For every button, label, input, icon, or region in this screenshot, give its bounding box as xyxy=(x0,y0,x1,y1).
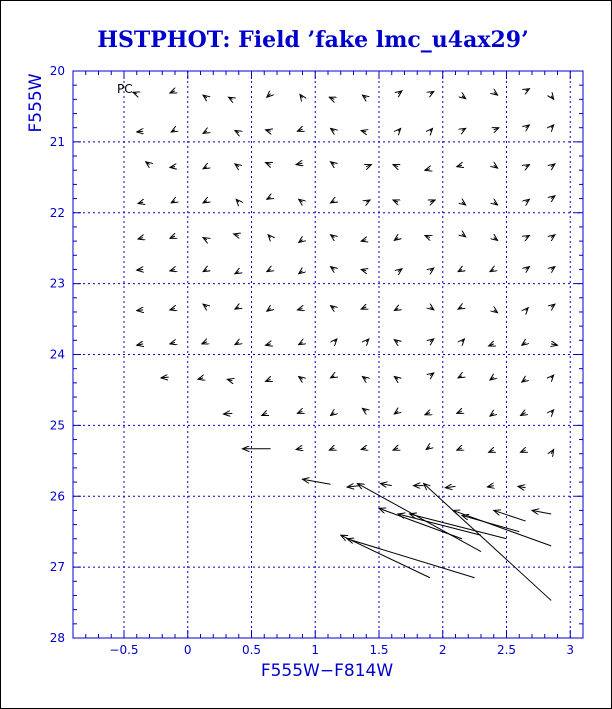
vector-arrow xyxy=(229,97,233,99)
y-axis-label: F555W xyxy=(26,73,46,133)
vector-arrow xyxy=(331,201,335,203)
vector-arrow xyxy=(462,128,466,130)
vector-arrow xyxy=(425,413,430,415)
vector-arrow xyxy=(137,310,143,311)
vector-arrow xyxy=(458,376,462,378)
vector-arrow xyxy=(457,411,462,413)
vector-arrow xyxy=(203,95,207,98)
vector-arrow xyxy=(551,96,554,100)
vector-arrow xyxy=(398,128,401,131)
vector-arrow xyxy=(394,238,398,241)
vector-arrow xyxy=(398,91,402,94)
vector-arrow xyxy=(453,510,551,545)
vector-arrow xyxy=(138,238,143,239)
vector-arrow xyxy=(526,165,530,167)
vector-arrow xyxy=(394,308,398,310)
vector-arrow xyxy=(430,200,435,202)
vector-field xyxy=(133,89,558,601)
vector-arrow xyxy=(331,413,335,416)
vector-arrow xyxy=(410,514,507,539)
vector-arrow xyxy=(347,486,360,487)
vector-arrow xyxy=(203,304,207,307)
vector-arrow xyxy=(235,164,239,167)
vector-arrow xyxy=(203,167,207,169)
x-tick-label: 0.5 xyxy=(241,643,262,657)
y-tick-label: 26 xyxy=(49,489,65,504)
vector-arrow xyxy=(300,94,303,98)
vector-arrow xyxy=(551,235,555,238)
vector-arrow xyxy=(425,235,430,237)
vector-arrow xyxy=(394,376,398,379)
vector-arrow xyxy=(490,377,494,380)
vector-arrow xyxy=(521,450,526,452)
vector-arrow xyxy=(393,448,398,450)
vector-arrow xyxy=(137,131,143,132)
vector-arrow xyxy=(518,486,526,487)
vector-arrow xyxy=(462,234,466,237)
vector-arrow xyxy=(236,199,239,202)
vector-arrow xyxy=(551,164,555,167)
vector-arrow xyxy=(362,376,366,379)
vector-arrow xyxy=(170,236,175,238)
vector-arrow xyxy=(266,130,271,131)
x-tick-label: 2.5 xyxy=(496,643,517,657)
vector-arrow xyxy=(458,307,462,309)
vector-arrow xyxy=(526,235,530,237)
vector-arrow xyxy=(494,238,498,241)
vector-arrow xyxy=(329,448,334,450)
vector-arrow xyxy=(331,128,335,131)
vector-arrow xyxy=(161,377,169,378)
vector-arrow xyxy=(494,510,526,521)
vector-arrow xyxy=(227,379,232,380)
vector-arrow xyxy=(331,306,335,309)
vector-arrow xyxy=(457,448,462,450)
vector-arrow xyxy=(494,165,498,168)
x-axis-label: F555W−F814W xyxy=(260,661,394,681)
vector-arrow xyxy=(331,376,335,378)
vector-arrow xyxy=(430,92,434,94)
vector-arrow xyxy=(171,201,175,203)
grid xyxy=(73,71,583,638)
vector-arrow xyxy=(223,413,232,414)
x-tick-label: 0 xyxy=(183,643,192,657)
vector-arrow xyxy=(361,240,366,241)
vector-arrow xyxy=(462,202,466,205)
vector-arrow xyxy=(430,268,434,271)
vector-arrow xyxy=(551,449,554,453)
vector-arrow xyxy=(170,342,175,343)
vector-arrow xyxy=(526,89,530,91)
vector-arrow xyxy=(430,307,434,310)
vector-arrow xyxy=(235,131,239,133)
vector-arrow xyxy=(551,344,557,345)
vector-arrow xyxy=(171,130,175,132)
vector-arrow xyxy=(366,339,369,342)
x-tick-label: 3 xyxy=(566,643,575,657)
vector-arrow xyxy=(299,271,303,274)
vector-arrow xyxy=(299,376,303,379)
vector-arrow xyxy=(357,483,481,551)
vector-arrow xyxy=(362,408,366,411)
vector-arrow xyxy=(297,308,302,309)
y-tick-label: 23 xyxy=(49,276,65,291)
vector-arrow xyxy=(426,447,430,450)
vector-arrow xyxy=(170,269,175,270)
vector-arrow xyxy=(299,240,303,243)
vector-arrow xyxy=(267,308,271,311)
vector-arrow xyxy=(296,448,302,449)
x-tick-label: −0.5 xyxy=(109,643,139,657)
vector-arrow xyxy=(380,483,391,485)
vector-arrow xyxy=(362,95,366,98)
axis-tick-labels xyxy=(50,64,574,657)
y-tick-label: 21 xyxy=(49,134,65,149)
vector-arrow xyxy=(137,269,143,270)
vector-arrow xyxy=(494,92,498,95)
vector-arrow xyxy=(522,379,526,382)
vector-arrow xyxy=(138,202,143,203)
x-tick-label: 1 xyxy=(311,643,320,657)
y-tick-label: 20 xyxy=(49,64,65,78)
vector-arrow xyxy=(462,339,465,342)
vector-arrow xyxy=(394,411,398,414)
vector-arrow xyxy=(445,486,455,487)
vector-arrow xyxy=(297,411,302,413)
vector-arrow xyxy=(494,128,499,130)
x-tick-label: 1.5 xyxy=(369,643,389,657)
vector-arrow xyxy=(329,97,334,99)
vector-arrow xyxy=(361,448,366,449)
vector-arrow xyxy=(361,269,366,270)
chart-title: HSTPHOT: Field ’fake lmc_u4ax29’ xyxy=(97,27,529,53)
vector-arrow xyxy=(299,199,303,202)
vector-arrow xyxy=(425,169,430,170)
vector-arrow xyxy=(394,340,398,343)
vector-arrow xyxy=(267,94,271,98)
vector-arrow xyxy=(551,304,555,307)
vector-arrow xyxy=(203,201,207,203)
vector-arrow xyxy=(430,339,434,342)
annotation-pc: PC xyxy=(117,82,133,96)
vector-arrow xyxy=(170,167,175,168)
vector-arrow xyxy=(347,539,475,578)
vector-arrow xyxy=(522,342,526,345)
vector-arrow xyxy=(234,234,239,235)
vector-arrow xyxy=(521,413,526,416)
vector-arrow xyxy=(235,307,239,309)
vector-arrow xyxy=(393,165,398,167)
vector-arrow xyxy=(137,344,143,345)
vector-arrow xyxy=(379,508,462,538)
vector-arrow xyxy=(203,131,207,133)
vector-arrow xyxy=(551,375,554,378)
vector-arrow xyxy=(299,342,303,344)
y-tick-label: 22 xyxy=(49,205,65,220)
vector-arrow xyxy=(203,269,207,271)
vector-arrow xyxy=(266,344,271,345)
vector-arrow xyxy=(331,235,335,238)
vector-arrow xyxy=(526,308,529,311)
vector-arrow xyxy=(297,129,302,131)
vector-arrow xyxy=(462,96,466,99)
vector-arrow xyxy=(494,202,498,205)
vector-arrow xyxy=(551,125,554,128)
vector-arrow xyxy=(366,165,371,167)
vector-arrow xyxy=(490,269,494,271)
vector-arrow xyxy=(198,378,203,379)
vector-arrow xyxy=(494,310,498,313)
vector-arrow xyxy=(202,342,207,344)
vector-arrow xyxy=(170,91,175,93)
vector-arrow xyxy=(526,199,530,202)
vector-arrow xyxy=(457,165,462,166)
vector-arrow xyxy=(398,269,402,272)
vector-arrow xyxy=(526,125,530,128)
vector-arrow xyxy=(489,344,494,346)
vector-arrow xyxy=(489,450,494,452)
y-tick-label: 24 xyxy=(49,347,65,362)
vector-arrow xyxy=(303,479,331,484)
vector-arrow xyxy=(551,267,555,270)
vector-arrow xyxy=(235,272,239,274)
vector-arrow xyxy=(262,413,267,415)
vector-arrow xyxy=(331,267,335,270)
vector-arrow xyxy=(296,163,302,164)
vector-arrow xyxy=(266,162,271,164)
vector-arrow xyxy=(146,162,150,165)
vector-arrow xyxy=(341,535,430,578)
vector-arrow xyxy=(430,128,433,131)
vector-arrow xyxy=(393,200,398,202)
vector-arrow xyxy=(267,269,271,271)
vector-arrow xyxy=(430,373,434,376)
y-tick-label: 25 xyxy=(49,418,65,433)
vector-arrow xyxy=(487,486,493,487)
vector-arrow xyxy=(170,308,175,309)
y-tick-label: 28 xyxy=(49,631,65,645)
vector-arrow xyxy=(361,307,366,309)
vector-arrow xyxy=(331,162,335,165)
vector-arrow xyxy=(551,410,554,413)
vector-arrow xyxy=(267,197,271,199)
vector-arrow xyxy=(334,339,337,342)
vector-arrow xyxy=(203,238,207,240)
vector-arrow xyxy=(266,379,271,381)
vector-arrow xyxy=(526,267,530,270)
vector-arrow xyxy=(551,196,555,199)
x-tick-label: 2 xyxy=(438,643,447,657)
vector-arrow xyxy=(366,200,370,202)
y-tick-label: 27 xyxy=(49,560,65,575)
vector-arrow xyxy=(268,235,271,238)
vector-arrow xyxy=(532,510,551,514)
vector-arrow xyxy=(133,92,137,93)
vector-arrow xyxy=(458,269,462,271)
vector-arrow xyxy=(361,131,366,132)
vector-arrow xyxy=(235,342,239,344)
vector-arrow xyxy=(490,413,494,416)
